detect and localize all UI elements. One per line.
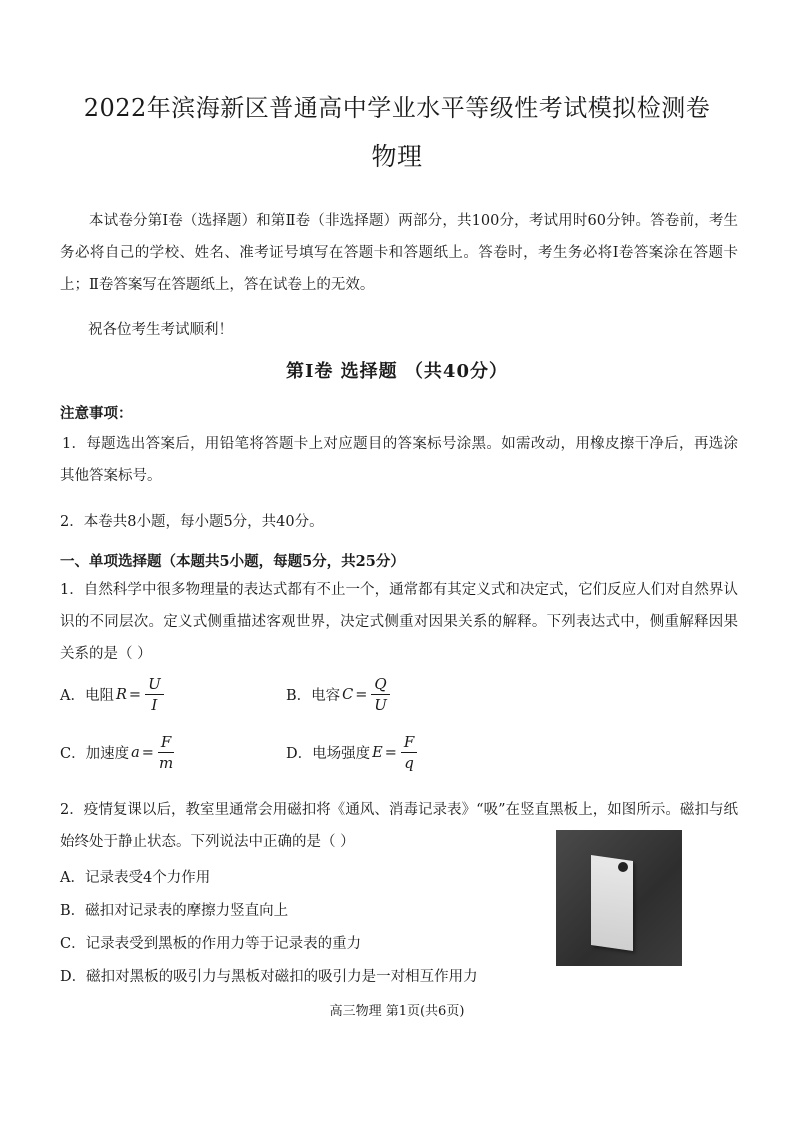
exam-title: 2022年滨海新区普通高中学业水平等级性考试模拟检测卷 [83, 94, 711, 122]
note-2: 2．本卷共8小题，每小题5分，共40分。 [60, 514, 324, 530]
q1-option-d-num: F [401, 734, 417, 753]
q1-option-c-label: C．加速度 [60, 746, 130, 762]
q1-option-b-fraction [371, 676, 389, 713]
notes-label: 注意事项： [60, 405, 133, 422]
q1-option-d-fraction [401, 734, 417, 771]
q1-option-d-eq: = [384, 744, 397, 761]
page-footer: 高三物理 第1页(共6页) [329, 1004, 465, 1019]
q1-option-a-num: U [145, 676, 164, 695]
part-title: 一、单项选择题（本题共5小题，每题5分，共25分） [60, 553, 405, 570]
q2-option-c: C．记录表受到黑板的作用力等于记录表的重力 [60, 936, 362, 952]
section-title: 第Ⅰ卷 选择题 （共40分） [285, 361, 508, 382]
intro-paragraph: 本试卷分第Ⅰ卷（选择题）和第Ⅱ卷（非选择题）两部分，共100分，考试用时60分钟。答卷前，考生务必将自己的学校、姓名、准考证号填写在答题卡和答题纸上。答卷时，考生务必将Ⅰ卷答案涂在答题卡上；Ⅱ卷答案写在答题纸上，答在试卷上的无效。 [60, 213, 738, 293]
q1-option-c-eq: = [141, 744, 154, 761]
q1-option-b-eq: = [355, 686, 368, 703]
q1-option-b-lhs: C [342, 686, 354, 703]
question-1-stem: 1．自然科学中很多物理量的表达式都有不止一个，通常都有其定义式和决定式，它们反应人们对自然界认识的不同层次。定义式侧重描述客观世界，决定式侧重对因果关系的解释。下列表达式中，侧重解释因果关系的是（ ） [60, 582, 738, 662]
q1-option-d-lhs: E [372, 744, 383, 761]
q2-option-b: B．磁扣对记录表的摩擦力竖直向上 [60, 903, 289, 919]
q2-option-d: D．磁扣对黑板的吸引力与黑板对磁扣的吸引力是一对相互作用力 [60, 969, 478, 985]
magnet-button [618, 862, 628, 872]
q1-option-a-den: I [151, 696, 158, 714]
q1-option-b-den: U [374, 696, 387, 714]
q1-option-d-den: q [404, 754, 414, 772]
q1-option-c-fraction [158, 734, 174, 771]
subject-title: 物理 [371, 142, 423, 171]
question-2-stem: 2．疫情复课以后，教室里通常会用磁扣将《通风、消毒记录表》“吸”在竖直黑板上，如图所示。磁扣与纸始终处于静止状态。下列说法中正确的是（ ） [60, 802, 738, 850]
q1-option-b-num: Q [371, 676, 389, 695]
q1-option-a-label: A．电阻 [60, 688, 114, 704]
q1-option-b-label: B．电容 [286, 688, 341, 704]
record-sheet-photo [556, 830, 682, 966]
q1-option-a-fraction [145, 676, 164, 713]
q1-option-a [60, 676, 164, 713]
q1-option-a-lhs: R [115, 686, 127, 703]
q1-option-b [286, 676, 390, 713]
note-1: 1．每题选出答案后，用铅笔将答题卡上对应题目的答案标号涂黑。如需改动，用橡皮擦干净后，再选涂其他答案标号。 [60, 436, 738, 484]
q1-option-a-eq: = [128, 686, 142, 703]
q1-option-d [286, 734, 417, 771]
q1-option-c [60, 734, 174, 771]
q1-option-c-den: m [159, 754, 174, 772]
intro-wish: 祝各位考生考试顺利！ [88, 322, 233, 338]
q1-option-c-lhs: a [131, 744, 140, 761]
q1-option-c-num: F [158, 734, 174, 753]
q1-option-d-label: D．电场强度 [286, 746, 371, 762]
q2-option-a: A．记录表受4个力作用 [60, 870, 211, 886]
